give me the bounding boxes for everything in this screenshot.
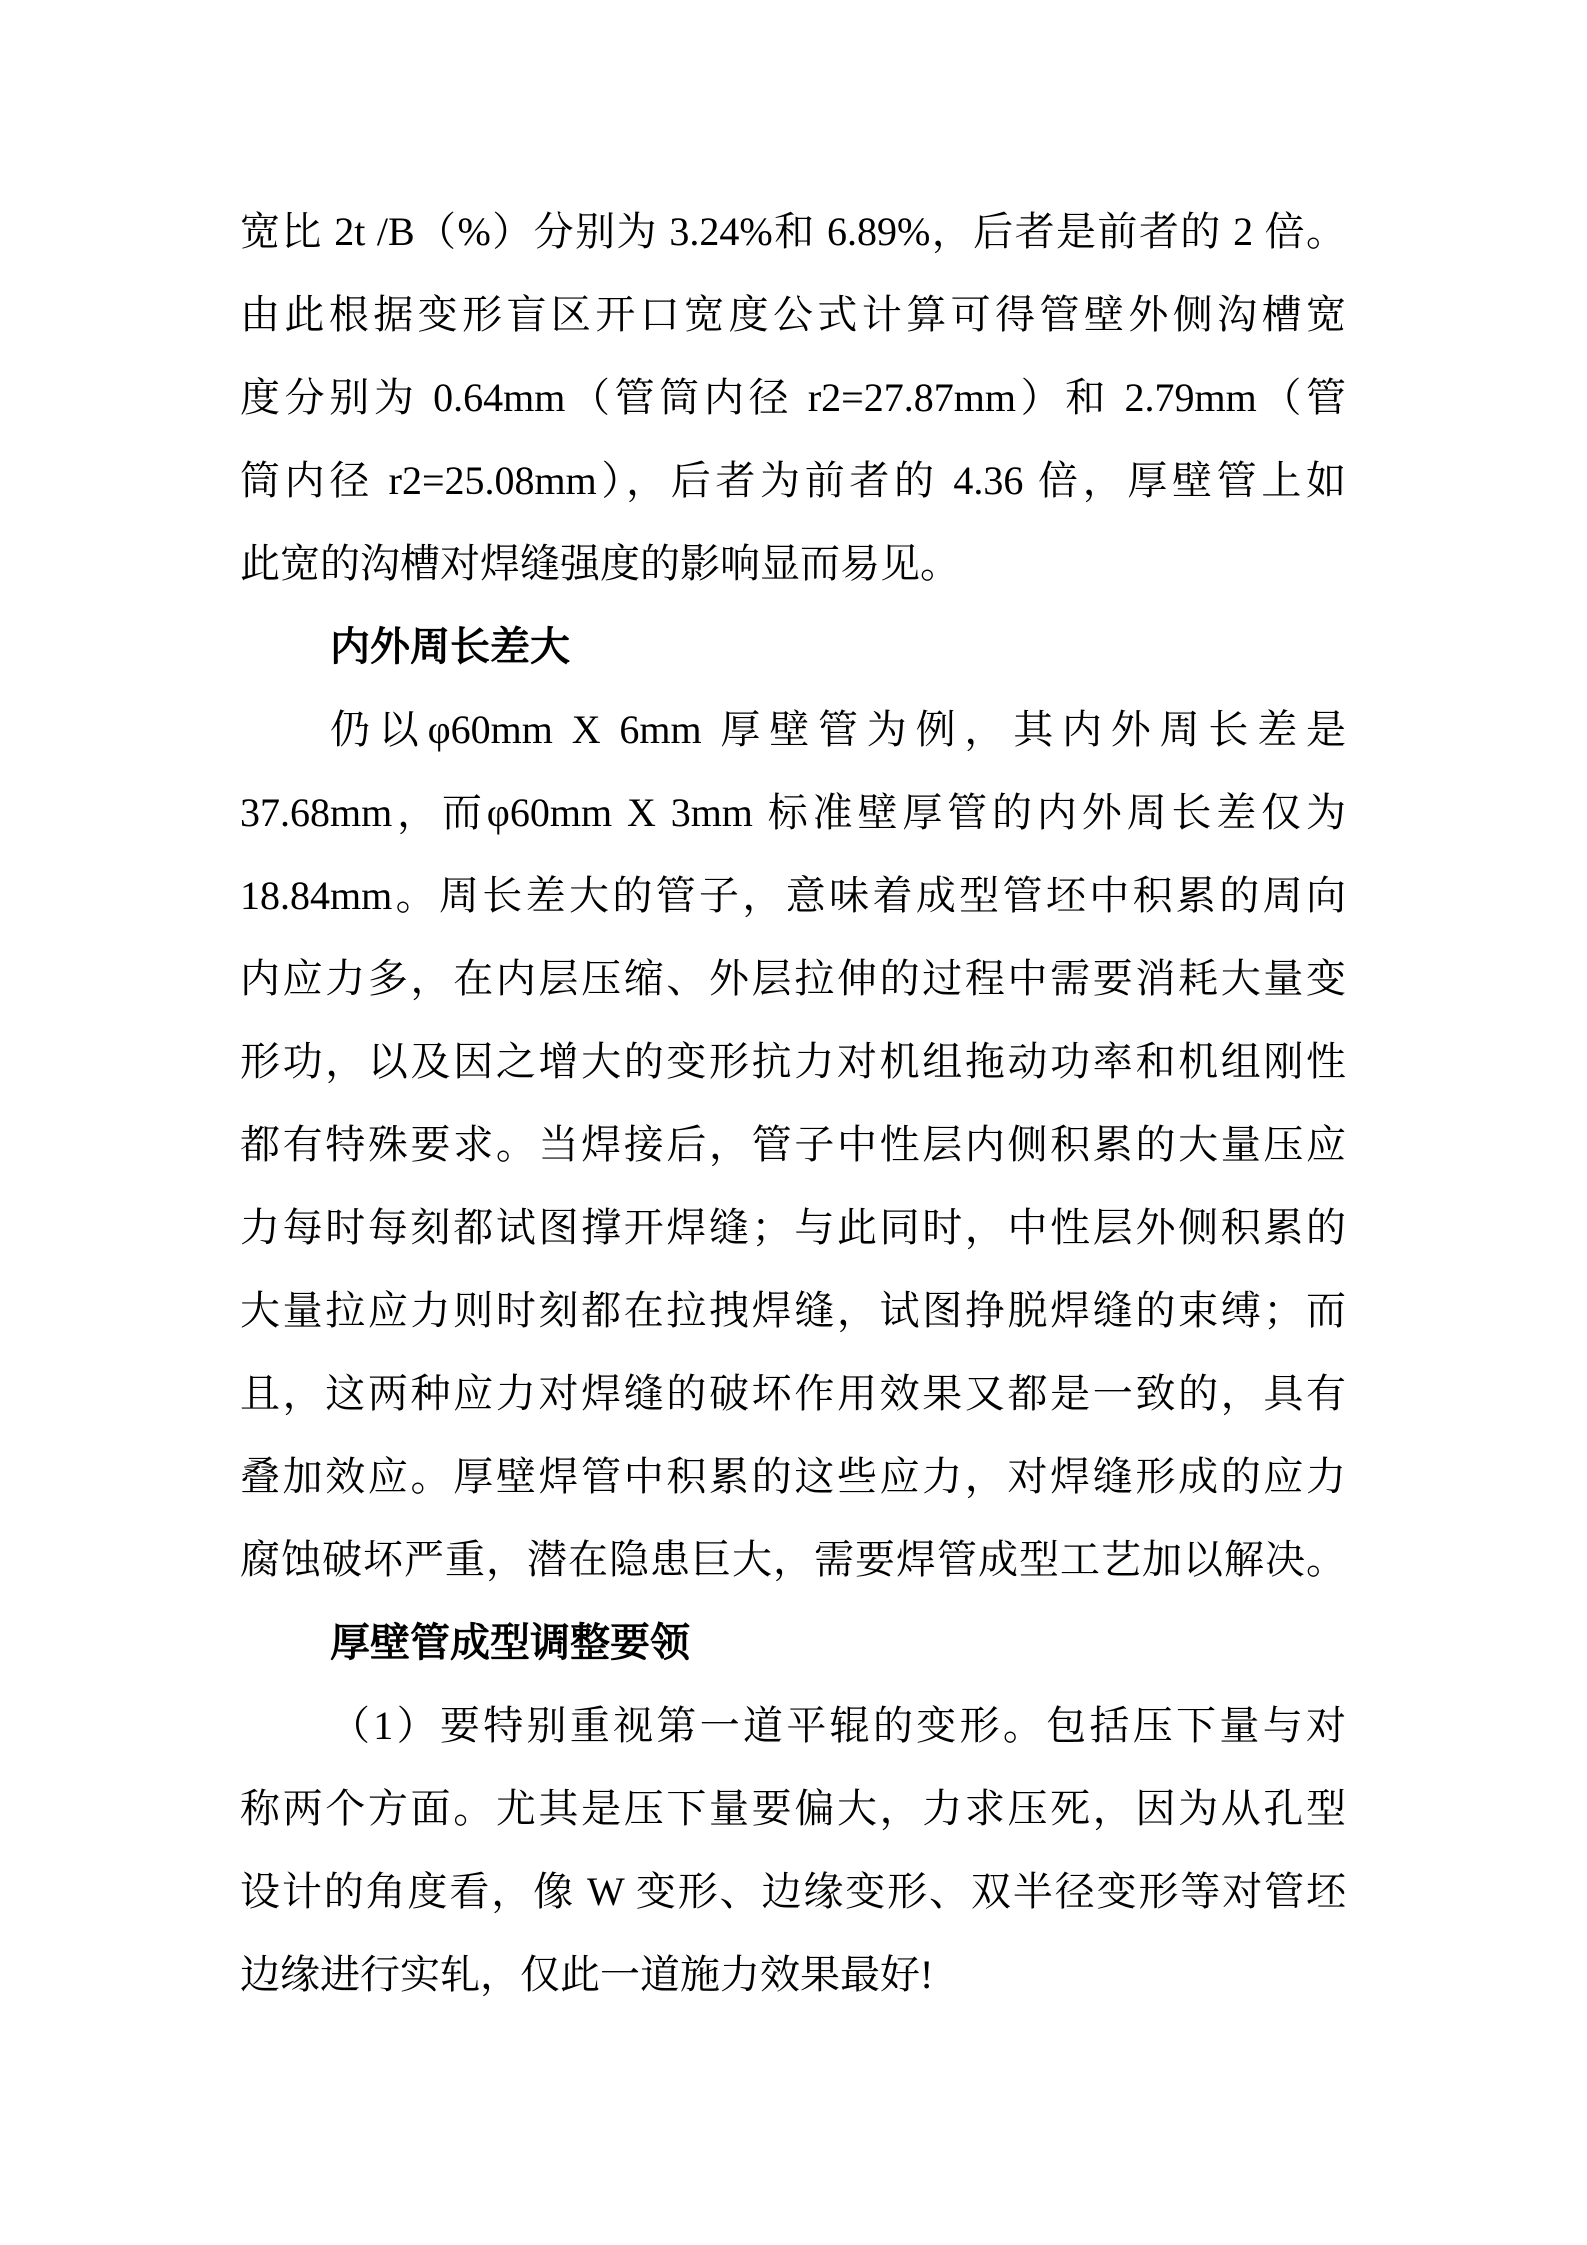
text-line: 设计的角度看，像 W 变形、边缘变形、双半径变形等对管坯 — [240, 1869, 1346, 1914]
text-line: 叠加效应。厚壁焊管中积累的这些应力，对焊缝形成的应力 — [240, 1454, 1346, 1499]
text-line: （1）要特别重视第一道平辊的变形。包括压下量与对 — [330, 1703, 1346, 1748]
text-line: 由此根据变形盲区开口宽度公式计算可得管壁外侧沟槽宽 — [240, 292, 1346, 337]
text-line: 称两个方面。尤其是压下量要偏大，力求压死，因为从孔型 — [240, 1786, 1346, 1831]
text-line: 都有特殊要求。当焊接后，管子中性层内侧积累的大量压应 — [240, 1122, 1346, 1167]
text-line: 18.84mm。周长差大的管子，意味着成型管坯中积累的周向 — [240, 873, 1346, 918]
text-line: 形功，以及因之增大的变形抗力对机组拖动功率和机组刚性 — [240, 1039, 1346, 1084]
text-line: 筒内径 r2=25.08mm），后者为前者的 4.36 倍，厚壁管上如 — [240, 458, 1346, 503]
text-line: 内应力多，在内层压缩、外层拉伸的过程中需要消耗大量变 — [240, 956, 1346, 1001]
text-line: 腐蚀破坏严重，潜在隐患巨大，需要焊管成型工艺加以解决。 — [240, 1537, 1346, 1582]
section-heading: 内外周长差大 — [330, 624, 570, 669]
text-line: 且，这两种应力对焊缝的破坏作用效果又都是一致的，具有 — [240, 1371, 1346, 1416]
text-line: 仍以φ60mm X 6mm 厚壁管为例，其内外周长差是 — [330, 707, 1346, 752]
text-line: 力每时每刻都试图撑开焊缝；与此同时，中性层外侧积累的 — [240, 1205, 1346, 1250]
text-line: 此宽的沟槽对焊缝强度的影响显而易见。 — [240, 541, 960, 586]
text-line: 度分别为 0.64mm（管筒内径 r2=27.87mm）和 2.79mm（管 — [240, 375, 1346, 420]
section-heading: 厚壁管成型调整要领 — [330, 1620, 690, 1665]
text-line: 大量拉应力则时刻都在拉拽焊缝，试图挣脱焊缝的束缚；而 — [240, 1288, 1346, 1333]
text-block — [240, 190, 1346, 2016]
text-line: 宽比 2t /B（%）分别为 3.24%和 6.89%，后者是前者的 2 倍。 — [240, 209, 1346, 254]
text-line: 37.68mm，而φ60mm X 3mm 标准壁厚管的内外周长差仅为 — [240, 790, 1346, 835]
text-line: 边缘进行实轧，仅此一道施力效果最好! — [240, 1952, 934, 1997]
